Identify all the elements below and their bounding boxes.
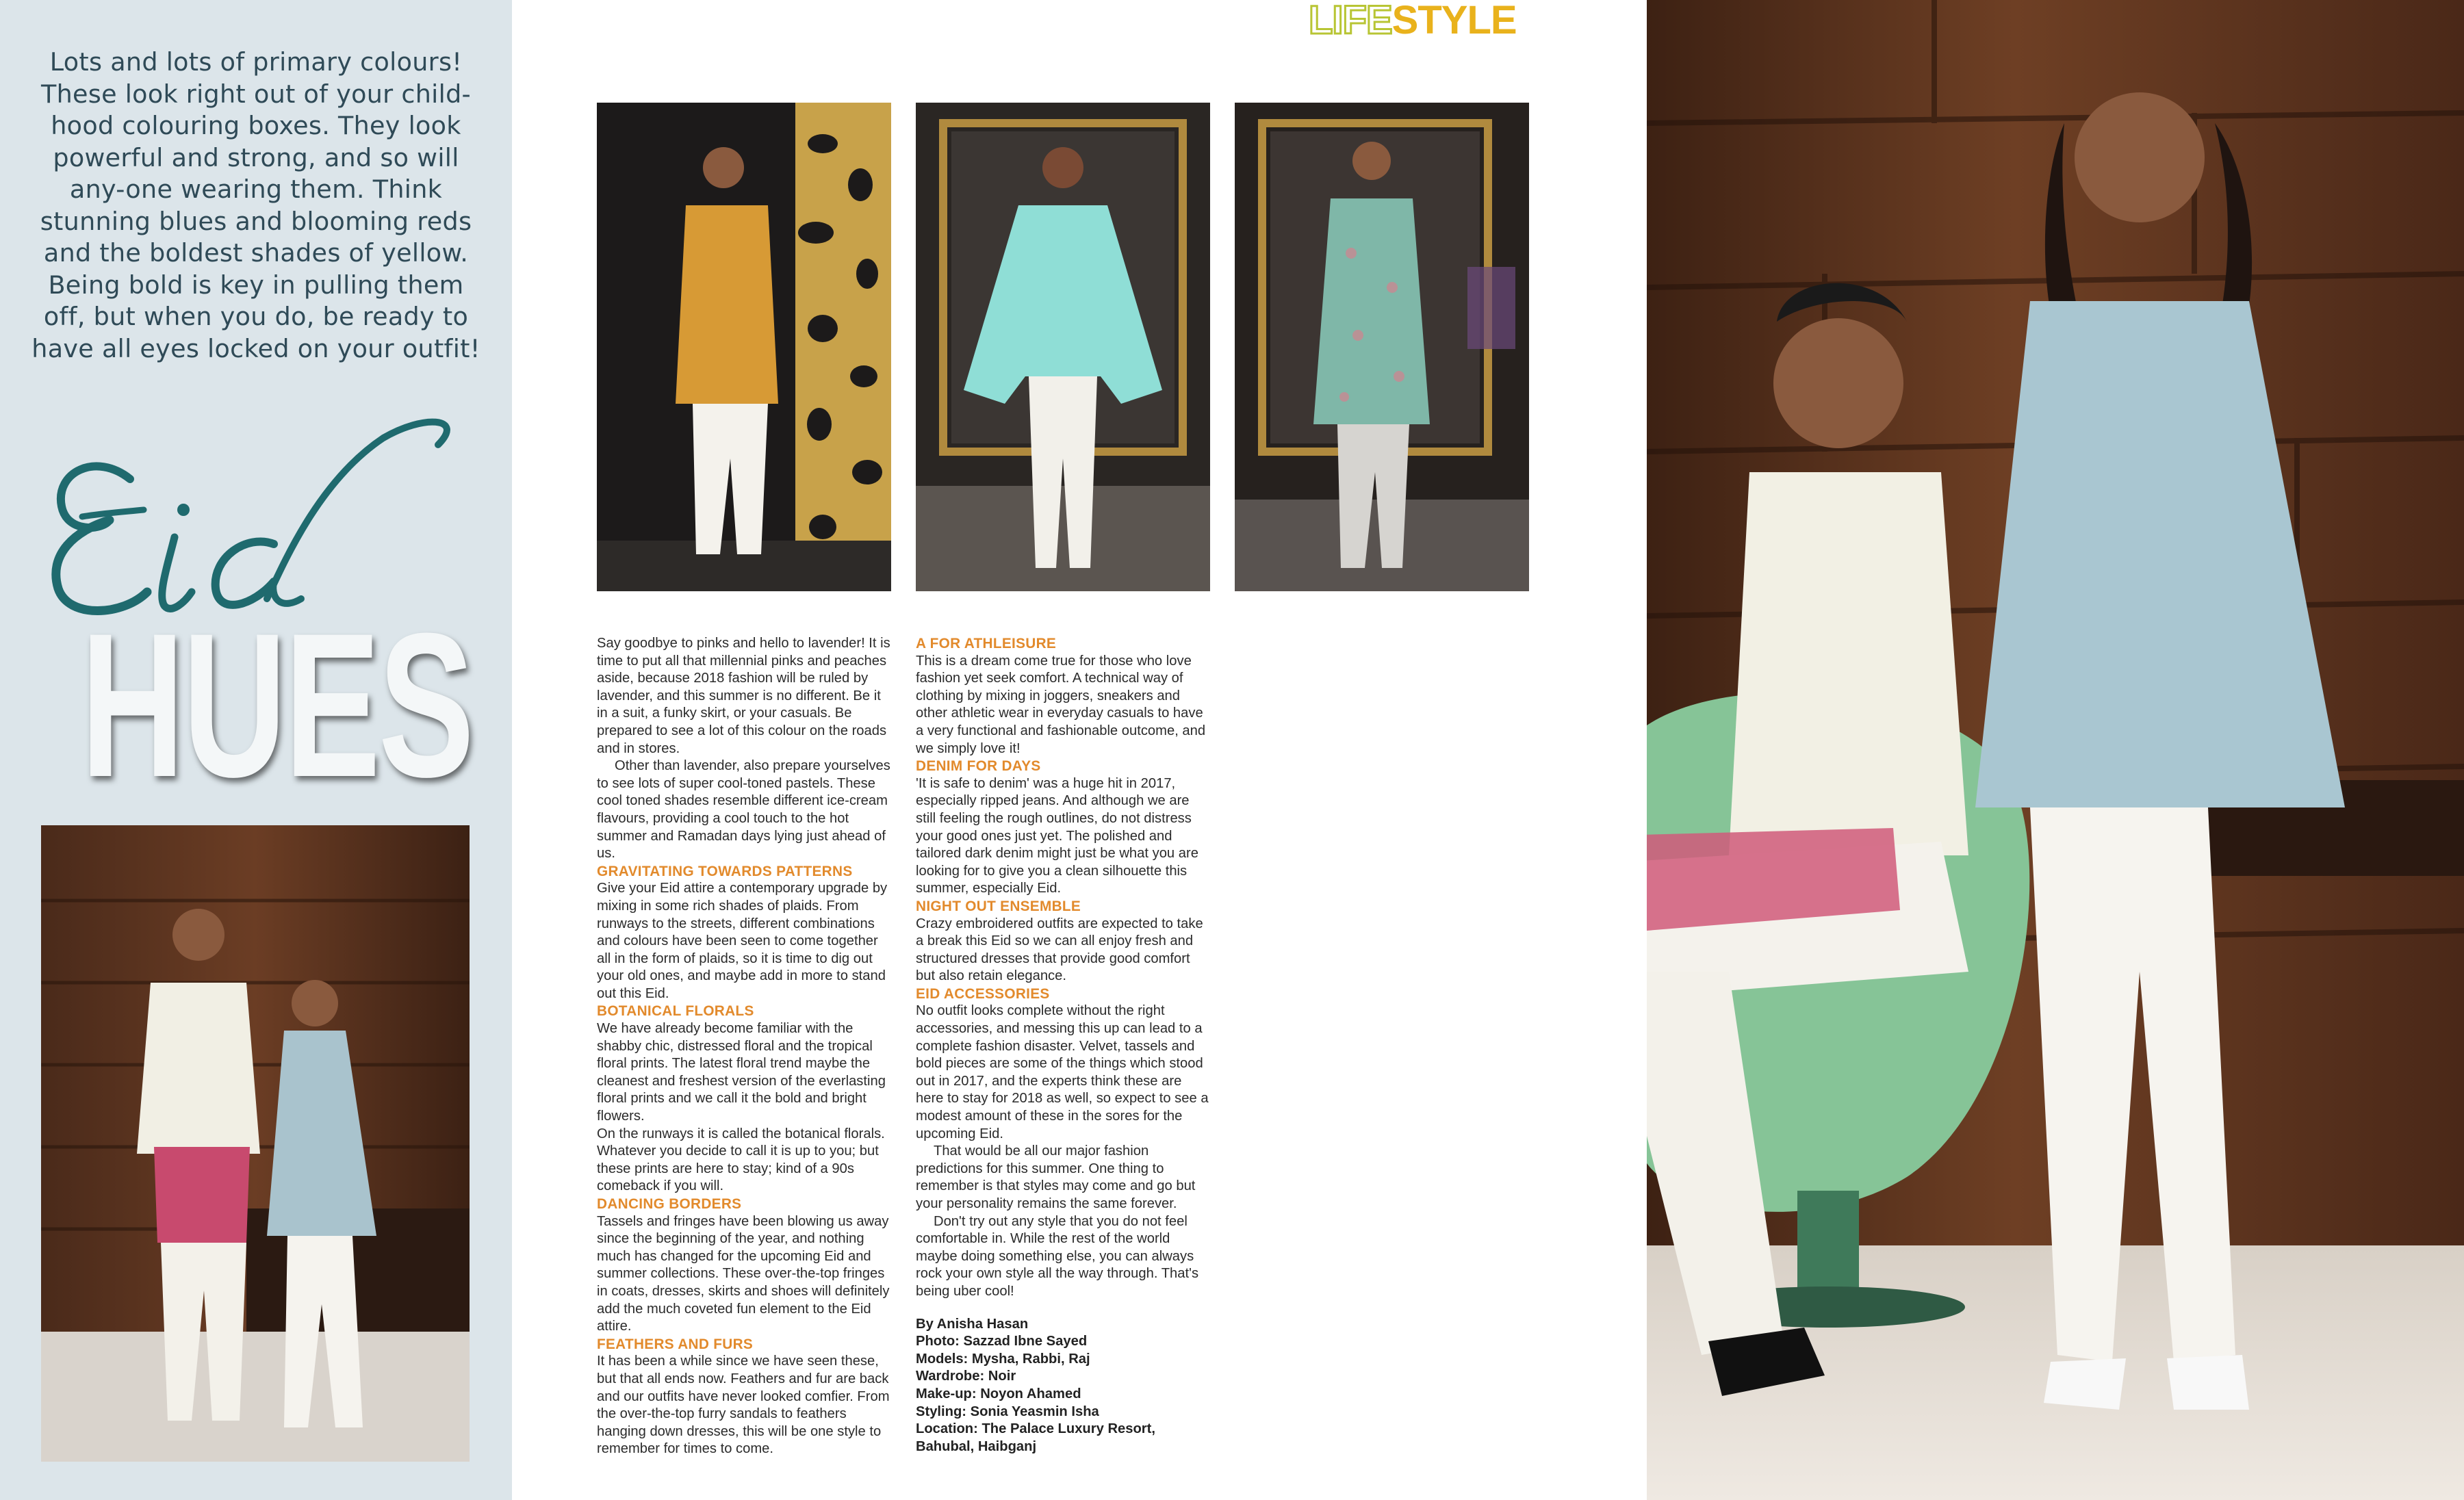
title-hues: HUES [81, 590, 473, 820]
photo-floral-kurta [1235, 103, 1529, 591]
heading-florals: BOTANICAL FLORALS [597, 1003, 754, 1020]
paragraph-closing-1: That would be all our major fashion predictions for this summer. One thing to remember is that styles may come and go but your personality remains the same forever. [916, 1143, 1196, 1211]
paragraph-borders: Tassels and fringes have been blowing us away since the beginning of the year, and nothing much has changed for the upcoming Eid and summer collections. These over-the-top fringes in coats, dresses, skirts and shoes will definitely add the much coveted fun element to the Eid attire. [597, 1213, 890, 1334]
heading-accessories: EID ACCESSORIES [916, 985, 1050, 1002]
header-life: LIFE [1309, 0, 1392, 42]
heading-feathers: FEATHERS AND FURS [597, 1336, 754, 1352]
paragraph-patterns: Give your Eid attire a contemporary upgrade by mixing in some rich shades of plaids. From runways to the streets, different combinations and colours have been seen to come together all in the form of plaids, so it is time to dig out your old ones, and maybe add in more to stand out this Eid. [597, 881, 888, 1001]
paragraph-night-out: Crazy embroidered outfits are expected to take a break this Eid so we can all enjoy fresh and structured dresses that provide good comfort but also retain elegance. [916, 916, 1203, 984]
paragraph-closing-2: Don't try out any style that you do not feel comfortable in. While the rest of the world maybe doing something else, you can always rock your own style all the way through. That's being uber cool! [916, 1213, 1199, 1299]
photo-aqua-top [916, 103, 1210, 591]
paragraph-athleisure: This is a dream come true for those who love fashion yet seek comfort. A technical way of clothing by mixing in joggers, sneakers and other athletic wear in everyday casuals to have a very functional and fashionable outcome, and we simply love it! [916, 653, 1206, 756]
paragraph-pastels: Other than lavender, also prepare yourselves to see lots of super cool-toned pastels. These cool toned shades resemble different ice-cream flavours, providing a cool touch to the hot summer and Ramadan days lying just ahead of us. [597, 758, 890, 862]
article-column-1 [597, 635, 893, 1458]
paragraph-accessories: No outfit looks complete without the right accessories, and messing this up can lead to a complete fashion disaster. Velvet, tassels and bold pieces are some of the things which stood out in 2017, and the experts think these are here to stay for 2018 as well, so expect to see a modest amount of these in the sores for the upcoming Eid. [916, 1003, 1209, 1141]
couple-photo-small [41, 825, 470, 1462]
photo-yellow-kurta [597, 103, 891, 591]
heading-patterns: GRAVITATING TOWARDS PATTERNS [597, 863, 853, 879]
paragraph-florals-2: On the runways it is called the botanical florals. Whatever you decide to call it is up to you; but these prints are here to stay; kind of a 90s comeback if you will. [597, 1126, 885, 1194]
credit-author: By Anisha Hasan [916, 1316, 1029, 1332]
credit-styling: Styling: Sonia Yeasmin Isha [916, 1404, 1099, 1419]
credits [916, 1316, 1211, 1456]
heading-borders: DANCING BORDERS [597, 1196, 742, 1212]
section-header [1309, 0, 1517, 41]
paragraph-feathers: It has been a while since we have seen these, but that all ends now. Feathers and fur are back and our outfits have never looked comfier. From the over-the-top furry sandals to feathers hanging down dresses, this will be one style to remember for times to come. [597, 1354, 890, 1457]
intro-text: Lots and lots of primary colours! These look right out of your child-hood colouring boxes. They look powerful and strong, and so will any-one wearing them. Think stunning blues and blooming reds and the boldest shades of yellow. Being bold is key in pulling them off, but when you do, be ready to have all eyes locked on your outfit! [31, 47, 480, 363]
heading-night-out: NIGHT OUT ENSEMBLE [916, 898, 1081, 914]
header-style: STYLE [1391, 0, 1517, 42]
paragraph-florals-1: We have already become familiar with the shabby chic, distressed floral and the tropical floral prints. The latest floral trend maybe the cleanest and freshest version of the everlasting floral prints and we call it the bold and bright flowers. [597, 1021, 886, 1124]
article-column-2 [916, 635, 1211, 1456]
credit-photo: Photo: Sazzad Ibne Sayed [916, 1334, 1088, 1349]
heading-athleisure: A FOR ATHLEISURE [916, 636, 1057, 651]
credit-wardrobe: Wardrobe: Noir [916, 1369, 1016, 1384]
heading-denim: DENIM FOR DAYS [916, 758, 1041, 775]
credit-models: Models: Mysha, Rabbi, Raj [916, 1351, 1090, 1367]
paragraph-lavender: Say goodbye to pinks and hello to lavender! It is time to put all that millennial pinks and peaches aside, because 2018 fashion will be ruled by lavender, and this summer is no different. Be it in a suit, a funky skirt, or your casuals. Be prepared to see a lot of this colour on the roads and in stores. [597, 636, 890, 756]
credit-location: Location: The Palace Luxury Resort, Bahubal, Haibganj [916, 1421, 1155, 1454]
paragraph-denim: 'It is safe to denim' was a huge hit in 2017, especially ripped jeans. And although we are still feeling the rough outlines, do not distress your good ones just yet. The polished and tailored dark denim might just be what you are looking for to give you a clean silhouette this summer, especially Eid. [916, 775, 1198, 896]
credit-makeup: Make-up: Noyon Ahamed [916, 1386, 1081, 1401]
couple-photo-large [1647, 0, 2464, 1500]
